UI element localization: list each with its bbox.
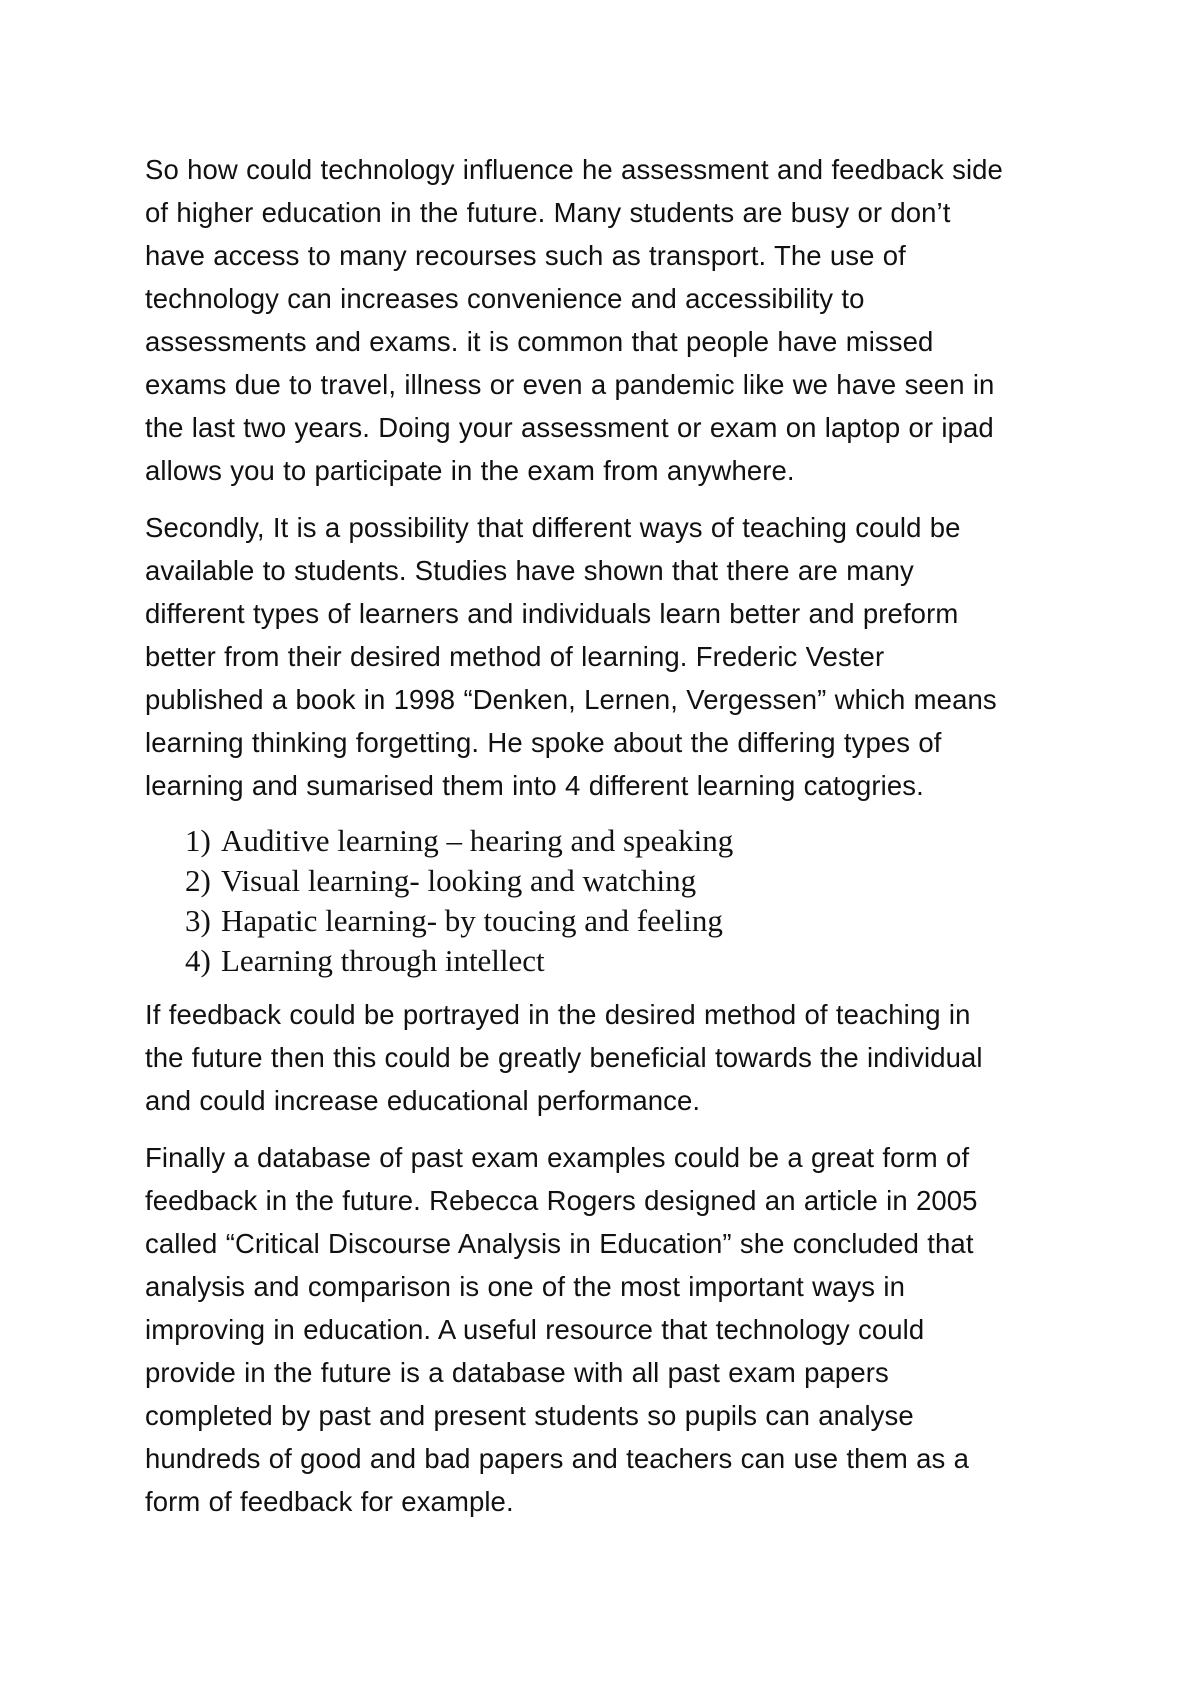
list-number: 2) [185, 863, 211, 898]
text-line: learning thinking forgetting. He spoke about the differing types of [145, 727, 942, 758]
list-text: Visual learning- looking and watching [221, 863, 697, 898]
text-line: Finally a database of past exam examples could be a great form of [145, 1142, 970, 1173]
text-line: exams due to travel, illness or even a pandemic like we have seen in [145, 369, 995, 400]
list-text: Learning through intellect [221, 943, 545, 978]
list-text: Hapatic learning- by toucing and feeling [221, 903, 723, 938]
list-item [185, 821, 1085, 861]
text-line: of higher education in the future. Many students are busy or don’t [145, 197, 951, 228]
list-number: 3) [185, 903, 211, 938]
text-line: the future then this could be greatly beneficial towards the individual [145, 1042, 983, 1073]
list-item [185, 941, 1085, 981]
text-line: feedback in the future. Rebecca Rogers designed an article in 2005 [145, 1185, 978, 1216]
list-item [185, 901, 1085, 941]
paragraph-3 [145, 993, 1085, 1122]
list-text: Auditive learning – hearing and speaking [221, 823, 734, 858]
learning-types-list [145, 821, 1085, 981]
text-line: allows you to participate in the exam from anywhere. [145, 455, 795, 486]
text-line: technology can increases convenience and accessibility to [145, 283, 865, 314]
text-line: completed by past and present students so pupils can analyse [145, 1400, 914, 1431]
text-line: improving in education. A useful resource that technology could [145, 1314, 925, 1345]
text-line: better from their desired method of learning. Frederic Vester [145, 641, 885, 672]
text-line: called “Critical Discourse Analysis in Education” she concluded that [145, 1228, 974, 1259]
list-number: 1) [185, 823, 211, 858]
paragraph-4 [145, 1136, 1085, 1523]
text-line: analysis and comparison is one of the most important ways in [145, 1271, 905, 1302]
text-line: If feedback could be portrayed in the desired method of teaching in [145, 999, 971, 1030]
text-line: different types of learners and individuals learn better and preform [145, 598, 959, 629]
list-number: 4) [185, 943, 211, 978]
paragraph-1 [145, 148, 1085, 492]
text-line: and could increase educational performance. [145, 1085, 701, 1116]
text-line: available to students. Studies have shown that there are many [145, 555, 914, 586]
text-line: learning and sumarised them into 4 different learning catogries. [145, 770, 924, 801]
text-line: So how could technology influence he assessment and feedback side [145, 154, 1003, 185]
text-line: hundreds of good and bad papers and teachers can use them as a [145, 1443, 970, 1474]
text-line: published a book in 1998 “Denken, Lernen, Vergessen” which means [145, 684, 997, 715]
text-line: Secondly, It is a possibility that different ways of teaching could be [145, 512, 961, 543]
paragraph-2 [145, 506, 1085, 807]
text-line: have access to many recourses such as transport. The use of [145, 240, 906, 271]
text-line: assessments and exams. it is common that people have missed [145, 326, 934, 357]
text-line: the last two years. Doing your assessment or exam on laptop or ipad [145, 412, 994, 443]
text-line: provide in the future is a database with all past exam papers [145, 1357, 889, 1388]
document-body [145, 148, 1085, 1537]
text-line: form of feedback for example. [145, 1486, 514, 1517]
list-item [185, 861, 1085, 901]
